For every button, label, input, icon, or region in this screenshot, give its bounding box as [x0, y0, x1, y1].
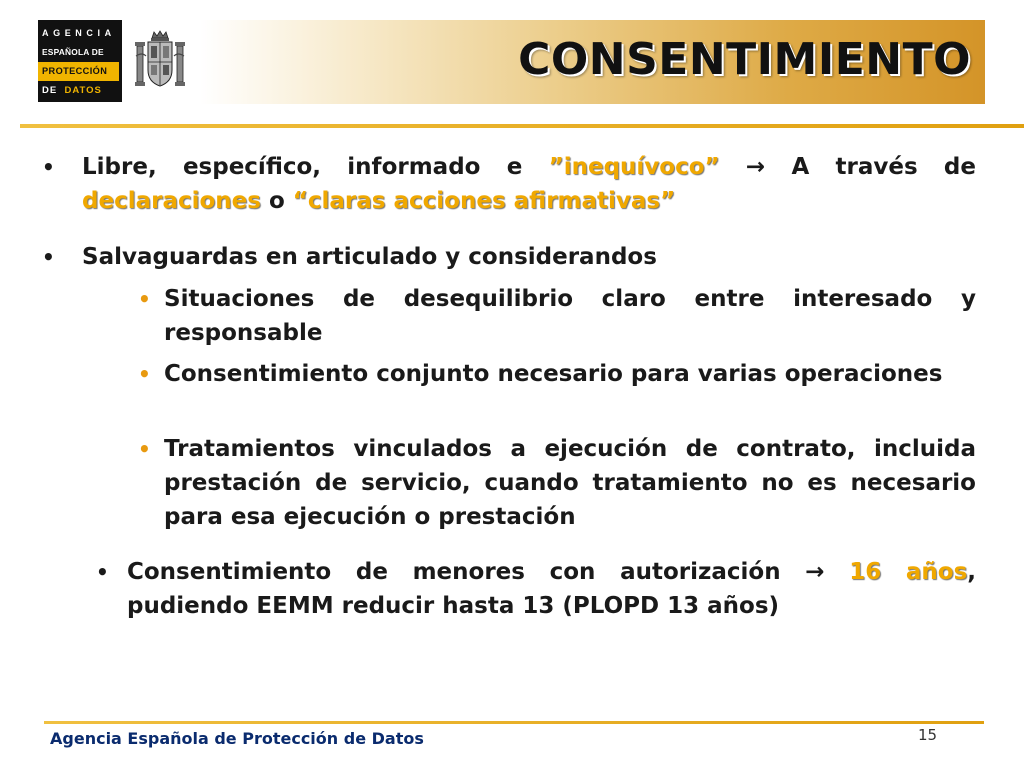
bullet-1-text-c: o [260, 188, 293, 214]
sub-bullet-marker: • [138, 287, 151, 311]
sub-bullet-text-1: Situaciones de desequilibrio claro entre interesado y responsable [164, 286, 976, 346]
bullet-1-text-b: A través de [791, 154, 976, 180]
bullet-3-text-b: , pudiendo EEMM reducir hasta 13 (PLOPD 13 años) [127, 559, 977, 619]
slide-header [0, 0, 1024, 118]
bullet-text-3 [127, 555, 976, 623]
sub-bullet-text-3: Tratamientos vinculados a ejecución de contrato, incluida prestación de servicio, cuando tratamiento no es necesario para esa ejecución o prestación [164, 436, 976, 530]
bullet-text-1 [82, 150, 976, 218]
header-divider [20, 124, 1024, 128]
highlight-16-anos: 16 años [849, 559, 968, 585]
title-band [200, 20, 985, 104]
sub-bullet-marker: • [138, 362, 151, 386]
page-title: CONSENTIMIENTO [518, 34, 971, 85]
arrow-icon: → [719, 154, 792, 180]
coat-of-arms-icon [134, 30, 186, 92]
highlight-inequivoco: ”inequívoco” [548, 154, 720, 180]
arrow-icon: → [805, 559, 850, 585]
agency-logo [38, 20, 122, 102]
logo-line-datos: DATOS [64, 85, 102, 96]
bullet-3-text-a: Consentimiento de menores con autorización [127, 559, 806, 585]
logo-line-4: DE DATOS [42, 85, 102, 96]
sub-bullet-text-2: Consentimiento conjunto necesario para varias operaciones [164, 361, 943, 387]
bullet-marker: • [42, 155, 55, 179]
bullet-text-2: Salvaguardas en articulado y considerandos [82, 244, 657, 270]
logo-line-1: AGENCIA [42, 28, 116, 38]
page-number: 15 [918, 726, 938, 744]
sub-bullet-marker: • [138, 437, 151, 461]
highlight-declaraciones: declaraciones [82, 188, 261, 214]
footer-divider [44, 721, 984, 724]
bullet-1-text-a: Libre, específico, informado e [82, 154, 549, 180]
logo-line-2: ESPAÑOLA DE [42, 47, 104, 57]
bullet-marker: • [42, 245, 55, 269]
highlight-claras-acciones: “claras acciones afirmativas” [292, 188, 676, 214]
footer-agency-name: Agencia Española de Protección de Datos [50, 729, 424, 748]
logo-line-3: PROTECCIÓN [38, 62, 119, 81]
bullet-marker: • [96, 560, 109, 584]
